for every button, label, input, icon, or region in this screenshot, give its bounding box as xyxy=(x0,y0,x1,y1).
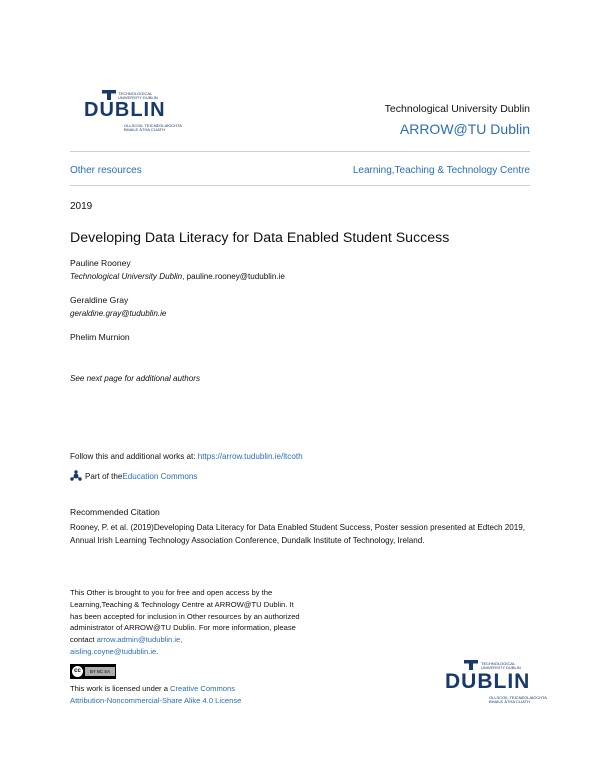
header-divider xyxy=(70,151,530,152)
more-authors-note: See next page for additional authors xyxy=(70,374,201,383)
logo-bottom-wordmark: DUBLIN xyxy=(445,670,531,693)
contact-email-1-link[interactable]: arrow.admin@tudublin.ie, xyxy=(96,635,183,645)
author-1-affiliation-line xyxy=(70,271,285,282)
other-resources-link[interactable]: Other resources xyxy=(70,165,142,176)
contact-email-2-link[interactable]: aisling.coyne@tudublin.ie xyxy=(70,646,157,656)
author-1-name: Pauline Rooney xyxy=(70,258,131,268)
logo-bottom-subtitle-bottom: OLLSCOIL TEICNEOLAÍOCHTA BHAILE ÁTHA CLIATH xyxy=(489,695,547,705)
citation-text: Rooney, P. et al. (2019)Developing Data Literacy for Data Enabled Student Success, Poster session presented at Edtech 2019, Annual Irish Learning Technology Association Conference, Dundalk Institute of Technology, Ireland. xyxy=(70,523,526,545)
cc-license-badge[interactable] xyxy=(70,664,116,679)
education-commons-link[interactable]: Education Commons xyxy=(122,471,198,481)
author-3-name: Phelim Murnion xyxy=(70,332,130,342)
collection-url-link[interactable]: https://arrow.tudublin.ie/ltcoth xyxy=(197,452,303,461)
license-prefix: This work is licensed under a xyxy=(70,684,171,693)
access-notice-text: This Other is brought to you for free and open access by the Learning,Teaching & Technology Centre at ARROW@TU Dublin. It has been accepted for inclusion in Other resources by an authorized administrator of ARROW@TU Dublin. For more information, please contact xyxy=(70,588,300,645)
publication-year: 2019 xyxy=(70,201,93,212)
follow-text: Follow this and additional works at: xyxy=(70,452,198,461)
logo-subtitle-bottom: OLLSCOIL TEICNEOLAÍOCHTA BHAILE ÁTHA CLIATH xyxy=(124,123,182,133)
tu-dublin-logo-bottom[interactable] xyxy=(445,660,547,706)
logo-wordmark: DUBLIN xyxy=(84,99,166,121)
access-notice xyxy=(70,587,300,658)
part-of-line xyxy=(70,470,197,482)
cc-badge-terms: BY NC SA xyxy=(85,667,115,676)
license-notice xyxy=(70,683,330,706)
license-name-link[interactable]: Attribution-Noncommercial-Share Alike 4.0 License xyxy=(70,695,242,705)
logo-bottom-subtitle-top: TECHNOLOGICAL UNIVERSITY DUBLIN xyxy=(481,661,521,671)
author-1-email: , pauline.rooney@tudublin.ie xyxy=(182,272,285,281)
ltt-centre-link[interactable]: Learning,Teaching & Technology Centre xyxy=(352,165,530,176)
creative-commons-link[interactable]: Creative Commons xyxy=(170,684,236,693)
cc-icon-label: cc xyxy=(74,668,81,674)
institution-name: Technological University Dublin xyxy=(384,103,530,115)
nav-divider xyxy=(70,185,530,186)
author-2-email: geraldine.gray@tudublin.ie xyxy=(70,309,167,318)
logo-subtitle-top: TECHNOLOGICAL UNIVERSITY DUBLIN xyxy=(118,91,158,101)
citation-heading: Recommended Citation xyxy=(70,507,160,517)
cc-icon xyxy=(72,666,83,677)
network-icon xyxy=(70,470,82,482)
follow-line xyxy=(70,451,303,462)
notice-period: . xyxy=(156,646,159,656)
paper-title: Developing Data Literacy for Data Enabled Student Success xyxy=(70,230,450,246)
part-of-prefix: Part of the xyxy=(85,471,123,481)
author-1-affiliation: Technological University Dublin xyxy=(70,272,183,281)
repository-link[interactable]: ARROW@TU Dublin xyxy=(399,121,530,137)
author-2-name: Geraldine Gray xyxy=(70,295,129,305)
tu-dublin-logo-top[interactable] xyxy=(84,88,182,136)
